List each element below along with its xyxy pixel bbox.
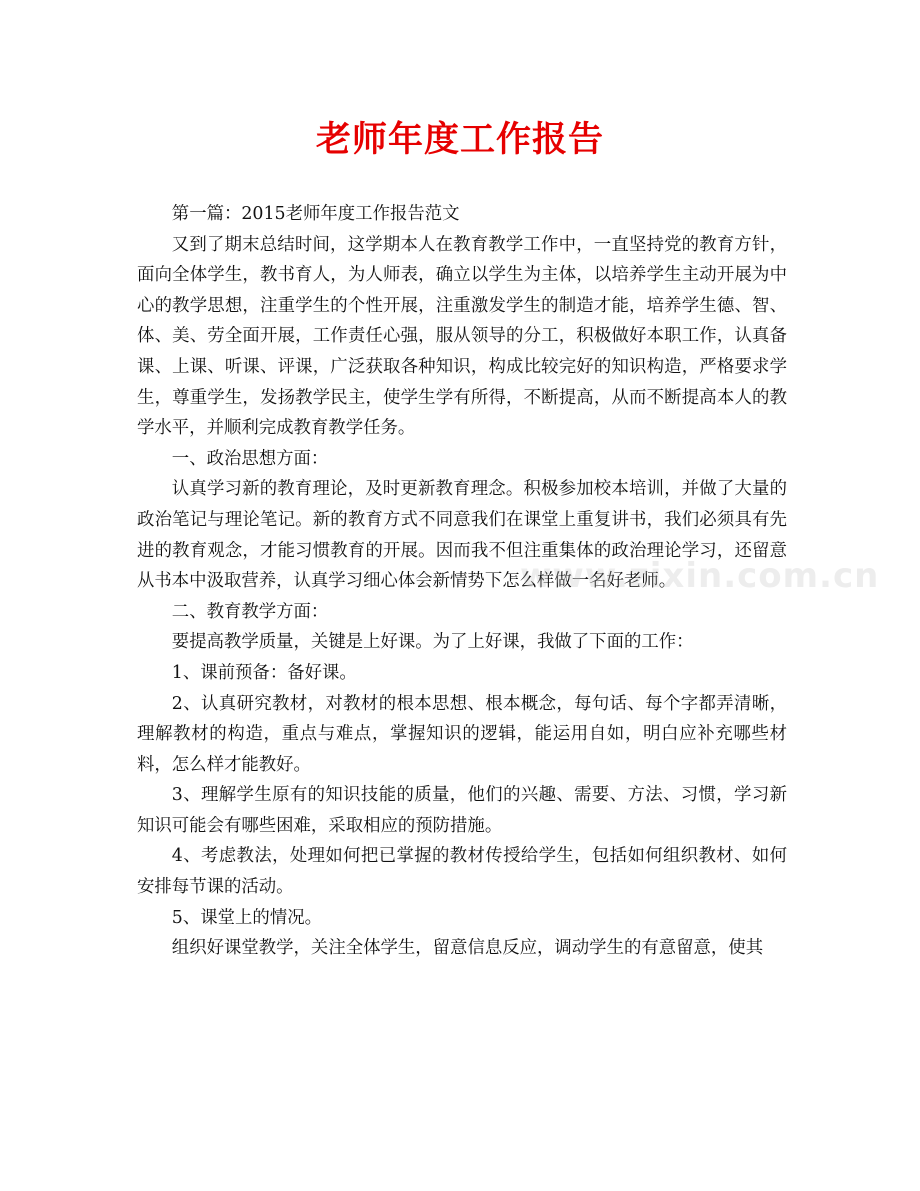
paragraph-teaching-intro: 要提高教学质量，关键是上好课。为了上好课，我做了下面的工作： <box>171 632 694 653</box>
document-body <box>137 199 787 964</box>
list-item-1: 1、课前预备：备好课。 <box>171 662 357 683</box>
paragraph-political: 认真学习新的教育理论，及时更新教育理念。积极参加校本培训，并做了大量的政治笔记与理论笔记。新的教育方式不同意我们在课堂上重复讲书，我们必须具有先进的教育观念，才能习惯教育的开展。因而我不但注重集体的政治理论学习，还留意从书本中汲取营养，认真学习细心体会新情势下怎么样做一名好老师。 <box>137 479 787 592</box>
paragraph-intro: 又到了期末总结时间，这学期本人在教育教学工作中，一直坚持党的教育方针，面向全体学生，教书育人，为人师表，确立以学生为主体，以培养学生主动开展为中心的教学思想，注重学生的个性开展，注重激发学生的制造才能，培养学生德、智、体、美、劳全面开展，工作责任心强，服从领导的分工，积极做好本职工作，认真备课、上课、听课、评课，广泛获取各种知识，构成比较完好的知识构造，严格要求学生，尊重学生，发扬教学民主，使学生学有所得，不断提高，从而不断提高本人的教学水平，并顺利完成教育教学任务。 <box>137 234 787 439</box>
section-heading-first: 第一篇：2015老师年度工作报告范文 <box>171 204 460 224</box>
document-title: 老师年度工作报告 <box>315 119 604 160</box>
section-heading-teaching: 二、教育教学方面： <box>171 601 329 622</box>
watermark: www.zixin.com.cn <box>520 556 880 596</box>
list-item-4: 4、考虑教法，处理如何把已掌握的教材传授给学生，包括如何组织教材、如何安排每节课的活动。 <box>137 846 787 898</box>
paragraph-classroom: 组织好课堂教学，关注全体学生，留意信息反应，调动学生的有意留意，使其 <box>171 938 764 959</box>
list-item-2: 2、认真研究教材，对教材的根本思想、根本概念，每句话、每个字都弄清晰，理解教材的构造，重点与难点，掌握知识的逻辑，能运用自如，明白应补充哪些材料，怎么样才能教好。 <box>137 693 787 775</box>
list-item-5: 5、课堂上的情况。 <box>171 907 322 928</box>
section-heading-political: 一、政治思想方面： <box>171 448 329 469</box>
list-item-3: 3、理解学生原有的知识技能的质量，他们的兴趣、需要、方法、习惯，学习新知识可能会有哪些困难，采取相应的预防措施。 <box>137 785 787 836</box>
